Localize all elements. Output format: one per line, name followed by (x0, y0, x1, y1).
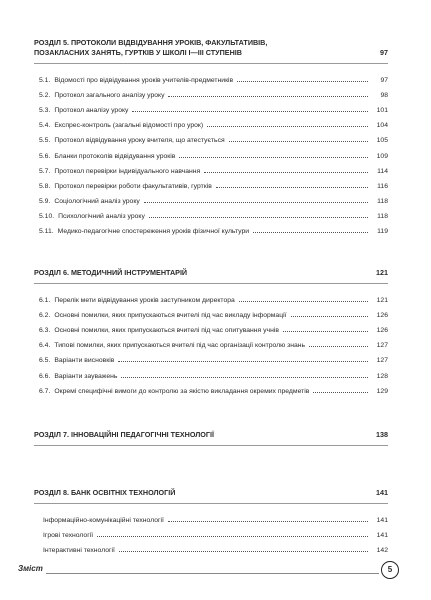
toc-section (34, 430, 388, 451)
toc-entry[interactable] (39, 190, 388, 205)
entry-page-number: 97 (380, 77, 388, 85)
entry-number: 5.3. (39, 107, 51, 115)
page-footer (18, 561, 399, 579)
entry-title: Варіанти зауважень (54, 372, 118, 380)
entry-page-number: 142 (376, 547, 388, 555)
entry-page-number: 114 (377, 167, 388, 175)
dot-leader (119, 551, 368, 552)
entry-page-number: 119 (377, 228, 388, 236)
dot-leader (313, 392, 368, 393)
toc-entry[interactable] (39, 524, 388, 539)
entry-title: Основні помилки, яких припускаються вчителі під час викладу інформації (54, 312, 287, 320)
toc-entry[interactable] (39, 220, 388, 235)
entry-number: 6.2. (39, 312, 51, 320)
section-divider (34, 283, 388, 284)
entry-number: 5.9. (39, 197, 51, 205)
dot-leader (283, 331, 368, 332)
entry-page-number: 129 (376, 387, 388, 395)
entry-number: 6.1. (39, 297, 51, 305)
entry-title: Протокол аналізу уроку (54, 107, 129, 115)
toc-entry[interactable] (39, 319, 388, 334)
entry-number: 5.4. (39, 122, 51, 130)
toc-entry[interactable] (39, 99, 388, 114)
entry-page-number: 116 (377, 182, 388, 190)
entry-title: Протокол відвідування уроку вчителя, що атестується (54, 137, 225, 145)
dot-leader (118, 361, 368, 362)
dot-leader (149, 217, 368, 218)
entry-number: 6.5. (39, 357, 51, 365)
dot-leader (121, 377, 368, 378)
toc-entry[interactable] (39, 509, 388, 524)
entry-title: Окремі специфічні вимоги до контролю за якістю викладання окремих предметів (54, 387, 310, 395)
dot-leader (229, 141, 368, 142)
entry-title: Медико-педагогічне спостереження уроків фізичної культури (57, 228, 250, 236)
dot-leader (97, 536, 368, 537)
toc-entry[interactable] (39, 144, 388, 159)
entry-number: 6.4. (39, 342, 51, 350)
entry-title: Інформаційно-комунікаційні технології (43, 517, 164, 525)
entry-title: Основні помилки, яких припускаються вчителі під час опитування учнів (54, 327, 279, 335)
toc-entry[interactable] (39, 160, 388, 175)
section-divider (34, 503, 388, 504)
section-page-number: 138 (376, 430, 388, 439)
entry-page-number: 128 (376, 372, 388, 380)
entry-page-number: 118 (377, 197, 388, 205)
section-heading-line: РОЗДІЛ 6. МЕТОДИЧНИЙ ІНСТРУМЕНТАРІЙ (34, 268, 188, 277)
entry-number: 5.7. (39, 167, 51, 175)
entry-page-number: 104 (376, 122, 388, 130)
entry-page-number: 109 (376, 152, 388, 160)
toc-entry[interactable] (39, 380, 388, 395)
entry-title: Варіанти висновків (54, 357, 115, 365)
toc-entry[interactable] (39, 349, 388, 364)
entry-page-number: 127 (376, 342, 388, 350)
entry-number: 6.3. (39, 327, 51, 335)
toc-entry[interactable] (39, 175, 388, 190)
section-heading-line: РОЗДІЛ 8. БАНК ОСВІТНІХ ТЕХНОЛОГІЙ (34, 488, 176, 497)
toc-entry[interactable] (39, 205, 388, 220)
page-number-badge: 5 (381, 561, 399, 579)
toc-entry[interactable] (39, 334, 388, 349)
entry-page-number: 141 (376, 532, 388, 540)
dot-leader (237, 81, 368, 82)
toc-section (34, 268, 388, 395)
entry-page-number: 98 (380, 92, 388, 100)
entry-title: Соціологічний аналіз уроку (54, 197, 140, 205)
toc-entry[interactable] (39, 364, 388, 379)
section-heading-text (34, 430, 334, 440)
entry-title: Психологічний аналіз уроку (58, 212, 145, 220)
dot-leader (204, 172, 368, 173)
toc-entry[interactable] (39, 84, 388, 99)
entry-title: Бланки протоколів відвідування уроків (54, 152, 176, 160)
entry-title: Ігрові технології (43, 532, 94, 540)
section-heading[interactable] (34, 430, 388, 440)
entry-title: Протокол перевірки індивідуального навчання (54, 167, 201, 175)
entry-page-number: 105 (376, 137, 388, 145)
entry-number: 6.7. (39, 387, 51, 395)
entry-number: 5.2. (39, 92, 51, 100)
section-heading[interactable] (34, 488, 388, 498)
footer-title: Зміст (18, 564, 43, 573)
entry-list (34, 509, 388, 554)
toc-section (34, 38, 388, 235)
dot-leader (239, 301, 368, 302)
entry-list (34, 69, 388, 235)
section-heading[interactable] (34, 38, 388, 58)
entry-number: 5.8. (39, 182, 51, 190)
section-divider (34, 445, 388, 446)
entry-number: 5.5. (39, 137, 51, 145)
section-divider (34, 63, 388, 64)
dot-leader (291, 316, 368, 317)
entry-page-number: 101 (376, 107, 388, 115)
entry-title: Інтерактивні технології (43, 547, 115, 555)
entry-page-number: 121 (376, 297, 388, 305)
entry-list (34, 289, 388, 395)
dot-leader (168, 521, 368, 522)
section-heading-line: ПОЗАКЛАСНИХ ЗАНЯТЬ, ГУРТКІВ У ШКОЛІ І—ІІІ СТУПЕНІВ (34, 48, 242, 57)
entry-page-number: 141 (376, 517, 388, 525)
toc-entry[interactable] (39, 114, 388, 129)
toc-entry[interactable] (39, 69, 388, 84)
footer-rule (46, 573, 379, 574)
toc-entry[interactable] (39, 289, 388, 304)
entry-number: 6.6. (39, 372, 51, 380)
entry-number: 5.1. (39, 77, 51, 85)
entry-page-number: 118 (377, 212, 388, 220)
dot-leader (144, 202, 368, 203)
entry-page-number: 126 (376, 327, 388, 335)
toc-section (34, 488, 388, 554)
entry-page-number: 126 (376, 312, 388, 320)
section-heading-text (34, 38, 334, 58)
entry-title: Відомості про відвідування уроків учителів-предметників (54, 77, 234, 85)
dot-leader (309, 346, 368, 347)
dot-leader (179, 157, 368, 158)
entry-title: Протокол загального аналізу уроку (54, 92, 165, 100)
section-page-number: 141 (376, 488, 388, 497)
entry-number: 5.6. (39, 152, 51, 160)
toc-entry[interactable] (39, 304, 388, 319)
section-heading-line: РОЗДІЛ 5. ПРОТОКОЛИ ВІДВІДУВАННЯ УРОКІВ, ФАКУЛЬТАТИВІВ, (34, 38, 268, 47)
dot-leader (132, 111, 368, 112)
toc-entry[interactable] (39, 129, 388, 144)
entry-number: 5.10. (39, 212, 55, 220)
section-heading[interactable] (34, 268, 388, 278)
dot-leader (207, 126, 368, 127)
dot-leader (216, 187, 368, 188)
section-heading-text (34, 488, 334, 498)
section-page-number: 121 (376, 268, 388, 277)
dot-leader (168, 96, 368, 97)
entry-page-number: 127 (376, 357, 388, 365)
section-heading-text (34, 268, 334, 278)
section-heading-line: РОЗДІЛ 7. ІННОВАЦІЙНІ ПЕДАГОГІЧНІ ТЕХНОЛОГІЇ (34, 430, 214, 439)
section-page-number: 97 (380, 48, 388, 57)
entry-title: Протокол перевірки роботи факультативів, гуртків (54, 182, 212, 190)
entry-title: Перелік мети відвідування уроків заступником директора (54, 297, 235, 305)
entry-number: 5.11. (39, 228, 54, 236)
entry-title: Експрес-контроль (загальні відомості про урок) (54, 122, 204, 130)
toc-entry[interactable] (39, 539, 388, 554)
entry-title: Типові помилки, яких припускаються вчителі під час організації контролю знань (54, 342, 306, 350)
dot-leader (253, 232, 368, 233)
